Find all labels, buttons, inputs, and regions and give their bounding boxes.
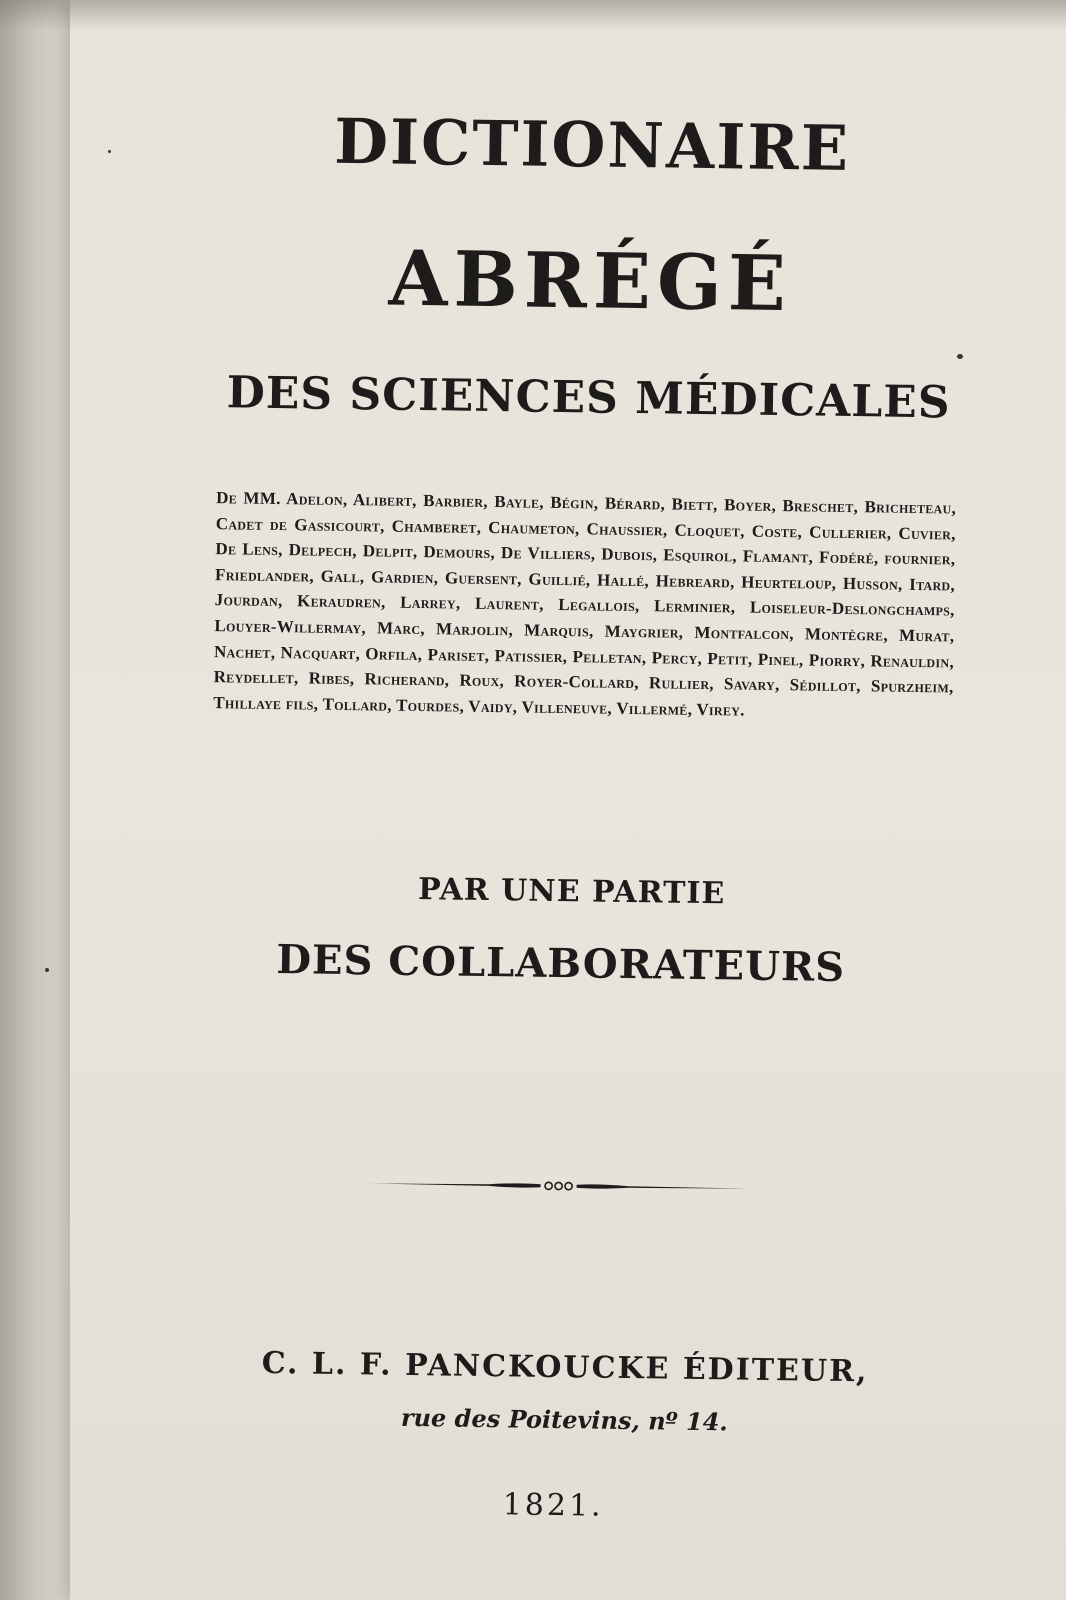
title-line-1: DICTIONAIRE xyxy=(333,104,851,185)
publisher-line-1: C. L. F. PANCKOUCKE ÉDITEUR, xyxy=(261,1345,869,1390)
title-line-3: DES SCIENCES MÉDICALES xyxy=(226,367,951,429)
subtitle-line-2: DES COLLABORATEURS xyxy=(276,936,846,991)
publisher-line-2: rue des Poitevins, nº 14. xyxy=(400,1402,728,1437)
subtitle-line-1: PAR UNE PARTIE xyxy=(417,872,726,912)
title-line-2: ABRÉGÉ xyxy=(388,233,793,329)
publication-year: 1821. xyxy=(502,1487,604,1524)
authors-paragraph: De MM. Adelon, Alibert, Barbier, Bayle, Bégin, Bérard, Biett, Boyer, Breschet, Bricheteau, Cadet de Gassicourt, Chamberet, Chaumeton, Chaussier, Cloquet, Coste, Cullerier, Cuvier, De Lens, Delpech, Delpit, Demours, De Villiers, Dubois, Esquirol, Flamant, Fodéré, fournier, Friedlander, Gall, Gardien, Guersent, Guillié, Hallé, Hebreard, Heurteloup, Husson, Itard, Jourdan, Keraudren, Larrey, Laurent, Legallois, Lerminier, Loiseleur-Deslongchamps, Louyer-Willermay, Marc, Marjolin, Marquis, Maygrier, Montfalcon, Montègre, Murat, Nachet, Nacquart, Orfila, Pariset, Patissier, Pelletan, Percy, Petit, Pinel, Piorry, Renauldin, Reydellet, Ribes, Richerand, Roux, Royer-Collard, Rullier, Savary, Sédillot, Spurzheim, Thillaye fils, Tollard, Tourdes, Vaidy, Villeneuve, Villermé, Virey. xyxy=(213,488,957,720)
ornamental-rule-icon xyxy=(369,1175,749,1196)
